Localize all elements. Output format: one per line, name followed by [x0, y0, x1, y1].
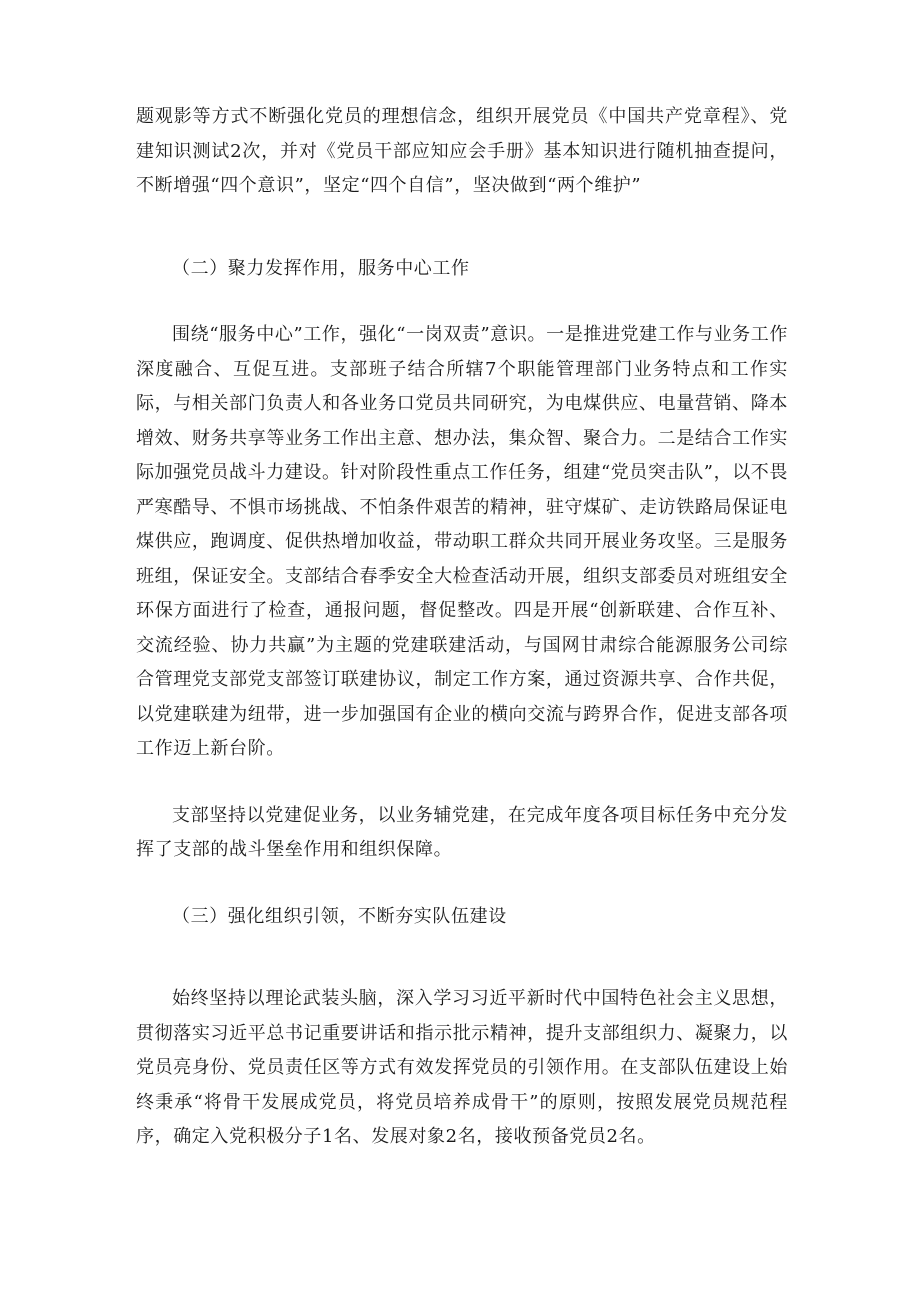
document-page	[136, 100, 788, 1155]
paragraph-gap	[136, 767, 788, 799]
paragraph-team-building: 始终坚持以理论武装头脑，深入学习习近平新时代中国特色社会主义思想，贯彻落实习近平总书记重要讲话和指示批示精神，提升支部组织力、凝聚力，以党员亮身份、党员责任区等方式有效发挥党员的引领作用。在支部队伍建设上始终秉承“将骨干发展成党员，将党员培养成骨干”的原则，按照发展党员规范程序，确定入党积极分子1名、发展对象2名，接收预备党员2名。	[136, 988, 788, 1147]
section-heading-2: （二）聚力发挥作用，服务中心工作	[172, 257, 470, 279]
paragraph-gap	[136, 204, 788, 252]
paragraph-gap	[136, 868, 788, 900]
paragraph-service-center: 围绕“服务中心”工作，强化“一岗双责”意识。一是推进党建工作与业务工作深度融合、互促互进。支部班子结合所辖7个职能管理部门业务特点和工作实际，与相关部门负责人和各业务口党员共同研究，为电煤供应、电量营销、降本增效、财务共享等业务工作出主意、想办法，集众智、聚合力。二是结合工作实际加强党员战斗力建设。针对阶段性重点工作任务，组建“党员突击队”，以不畏严寒酷导、不惧市场挑战、不怕条件艰苦的精神，驻守煤矿、走访铁路局保证电煤供应，跑调度、促供热增加收益，带动职工群众共同开展业务攻坚。三是服务班组，保证安全。支部结合春季安全大检查活动开展，组织支部委员对班组安全环保方面进行了检查，通报问题，督促整改。四是开展“创新联建、合作互补、交流经验、协力共赢”为主题的党建联建活动，与国网甘肃综合能源服务公司综合管理党支部党支部签订联建协议，制定工作方案，通过资源共享、合作共促，以党建联建为纽带，进一步加强国有企业的横向交流与跨界合作，促进支部各项工作迈上新台阶。	[136, 324, 789, 759]
paragraph-summary: 支部坚持以党建促业务，以业务辅党建，在完成年度各项目标任务中充分发挥了支部的战斗堡垒作用和组织保障。	[136, 804, 788, 860]
section-heading-3: （三）强化组织引领，不断夯实队伍建设	[172, 905, 507, 927]
paragraph-gap	[136, 934, 788, 982]
paragraph-ideals: 题观影等方式不断强化党员的理想信念，组织开展党员《中国共产党章程》、党建知识测试2次，并对《党员干部应知应会手册》基本知识进行随机抽查提问，不断增强“四个意识”，坚定“四个自信”，坚决做到“两个维护”	[136, 106, 788, 196]
paragraph-gap	[136, 286, 788, 318]
